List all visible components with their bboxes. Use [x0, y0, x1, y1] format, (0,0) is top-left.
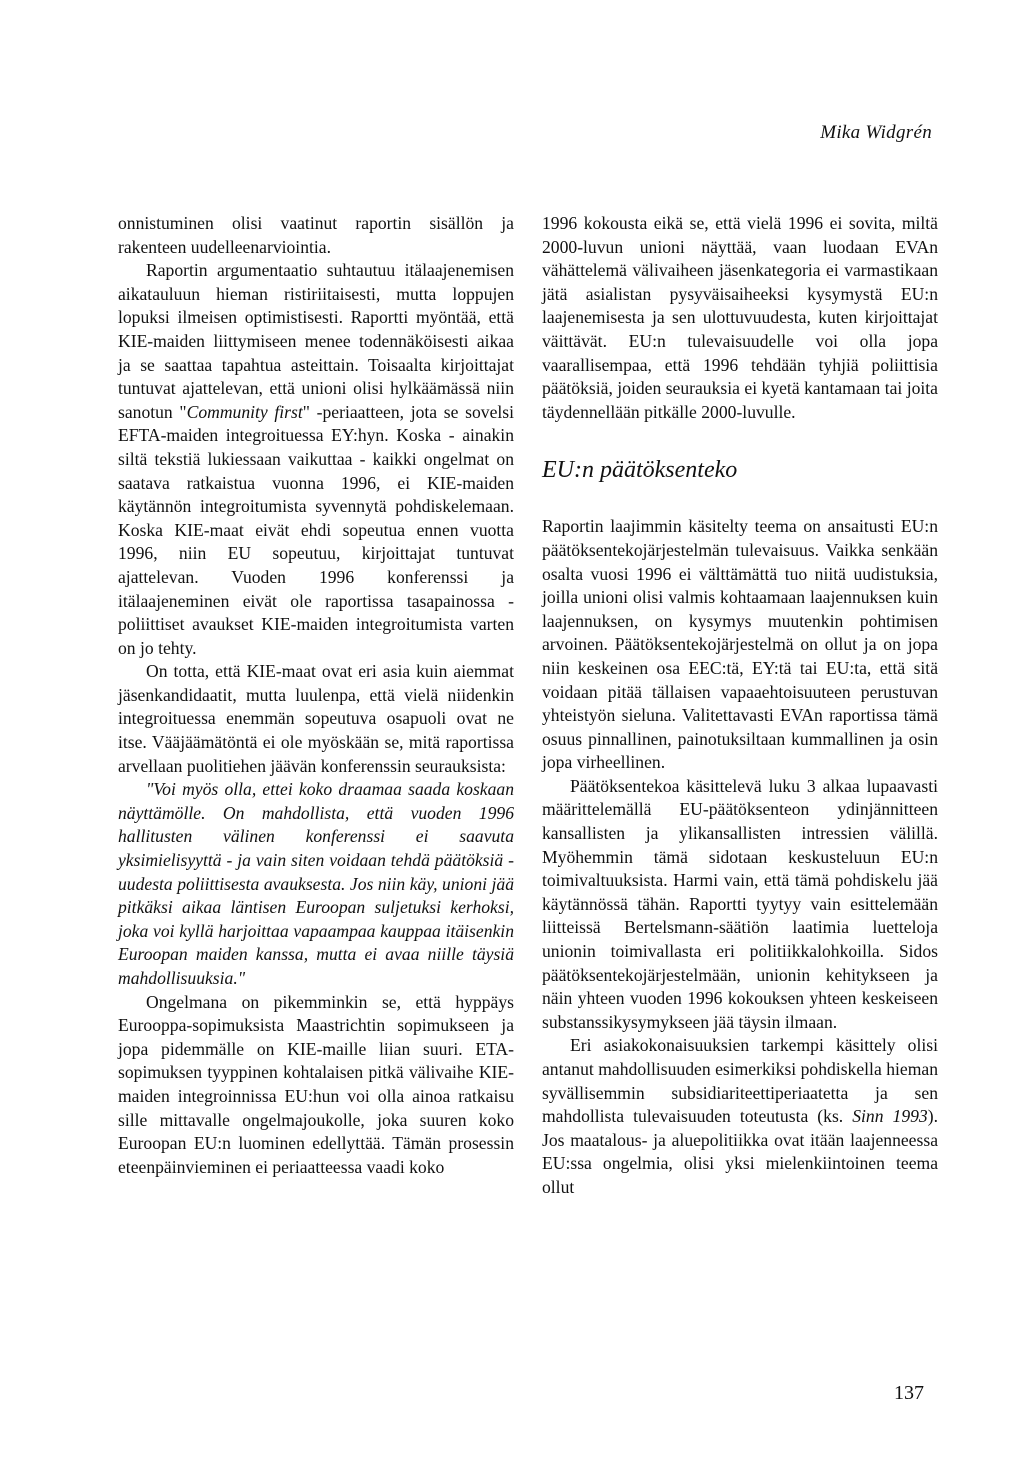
italic-term: Community first [186, 401, 303, 422]
running-head-author: Mika Widgrén [820, 122, 932, 143]
page-number: 137 [894, 1382, 924, 1404]
left-column [118, 212, 514, 1179]
block-quote: "Voi myös olla, ettei koko draamaa saada koskaan näyttämölle. On mahdollista, että vuoden 1996 hallitusten välinen konferenssi ei saavuta yksimielisyyttä - ja vain siten voidaan tehdä päätöksiä - uudesta poliittisesta avauksesta. Jos niin käy, unioni jää pitkäksi aikaa läntisen Euroopan suljetuksi kerhoksi, joka voi kyllä harjoittaa vapaampaa kauppaa itäisenkin Euroopan maiden kanssa, mutta ei avaa niille täysiä mahdollisuuksia." [118, 779, 514, 988]
paragraph: Ongelmana on pikemminkin se, että hyppäys Eurooppa-sopimuksista Maastrichtin sopimukseen ja jopa pidemmälle on KIE-maille liian suuri. ETA-sopimuksen tyyppinen kohtalaisen pitkä välivaihe KIE-maiden integroinnissa EU:hun voi olla ainoa ratkaisu sille mittavalle ongelmajoukolle, joka suuren koko Euroopan EU:n luominen edellyttää. Tämän prosessin eteenpäinvieminen ei periaatteessa vaadi koko [118, 991, 514, 1177]
section-heading: EU:n päätöksenteko [542, 457, 738, 484]
paragraph-text: Eri asiakokonaisuuksien tarkempi käsittely olisi antanut mahdollisuuden esimerkiksi pohdiskella hieman syvällisemmin subsidiariteettiperiaatetta ja sen mahdollista tulevaisuuden toteutusta (ks. [542, 1035, 938, 1127]
paragraph-text: ). Jos maatalous- ja aluepolitiikka ovat itään laajenneessa EU:ssa ongelmia, olisi yksi mielenkiintoinen teema ollut [542, 1106, 938, 1197]
paragraph: 1996 kokousta eikä se, että vielä 1996 ei sovita, miltä 2000-luvun unioni näyttää, vaan luodaan EVAn vähättelemä välivaiheen jäsenkategoria ei varmastikaan jätä asialistan pysyväisaiheeksi kysymystä EU:n laajenemisesta ja sen ulottuvuudesta, kuten kirjoittajat väittävät. EU:n tulevaisuudelle voi olla jopa vaarallisempaa, että 1996 tehdään tyhjiä poliittisia päätöksiä, joiden seurauksia ei kyetä kantamaan tai joita täydennellään pitkälle 2000-luvulle. [542, 213, 938, 422]
paragraph: Päätöksentekoa käsittelevä luku 3 alkaa lupaavasti määrittelemällä EU-päätöksenteon ydinjännitteen kansallisten ja ylikansallisten intressien välillä. Myöhemmin tämä sidotaan keskusteluun EU:n toimivaltuuksista. Harmi vain, että tämä pohdiskelu jää käytännössä tähän. Raportti tyytyy vain esittelemään liitteissä Bertelsmann-säätiön laatimia luetteloja unionin toimivallasta eri politiikkalohkoilla. Sidos päätöksentekojärjestelmään, unionin kehitykseen ja näin yhteen vuoden 1996 kokouksen yhteen keskeiseen substanssikysymykseen jää täysin ilmaan. [542, 775, 938, 1032]
right-column [542, 212, 938, 1200]
paragraph: Raportin laajimmin käsitelty teema on ansaitusti EU:n päätöksentekojärjestelmän tulevaisuus. Vaikka senkään osalta vuosi 1996 ei välttämättä tuo niitä uudistuksia, joilla unioni olisi valmis kohtaamaan laajennuksen kuin laajennuksen, on kysymys muutenkin pohtimisen arvoinen. Päätöksentekojärjestelmä on ollut ja on jopa niin keskeinen osa EEC:tä, EY:tä tai EU:ta, että sitä voidaan pitää tällaisen vapaaehtoisuuteen perustuvan yhteistyön sieluna. Valitettavasti EVAn raportissa tämä osuus pinnallinen, painotuksiltaan kummallinen ja osin jopa virheellinen. [542, 516, 938, 773]
paragraph [542, 1034, 938, 1199]
citation: Sinn 1993 [852, 1106, 928, 1127]
paragraph-text: Raportin argumentaatio suhtautuu itälaajenemisen aikatauluun hieman ristiriitaisesti, mutta loppujen lopuksi ilmeisen optimistisesti. Raportti myöntää, että KIE-maiden liittymiseen menee todennäköisesti aikaa ja se saattaa tapahtua asteittain. Toisaalta kirjoittajat tuntuvat ajattelevan, että unioni olisi hylkäämässä niin sanotun " [118, 260, 514, 422]
paragraph: onnistuminen olisi vaatinut raportin sisällön ja rakenteen uudelleenarviointia. [118, 213, 514, 257]
paragraph [118, 259, 514, 660]
paragraph: On totta, että KIE-maat ovat eri asia kuin aiemmat jäsenkandidaatit, mutta luulenpa, että vielä niidenkin integroituessa enemmän sopeutuva osapuoli ovat ne itse. Vääjäämätöntä ei ole myöskään se, mitä raportissa arvellaan puolitiehen jäävän konferenssin seurauksista: [118, 661, 514, 776]
paragraph-text: " -periaatteen, jota se sovelsi EFTA-maiden integroituessa EY:hyn. Koska - ainakin siltä tekstiä lukiessaan vaikuttaa - kaikki ongelmat on saatava ratkaistua vuonna 1996, ei KIE-maiden käytännön integroitumista syvennytä pohdiskelemaan. Koska KIE-maat eivät ehdi sopeutua ennen vuotta 1996, niin EU sopeutuu, kirjoittajat tuntuvat ajattelevan. Vuoden 1996 konferenssi ja itälaajeneminen eivät ole raportissa tasapainossa - poliittiset avaukset KIE-maiden integroitumista varten on jo tehty. [118, 401, 514, 658]
